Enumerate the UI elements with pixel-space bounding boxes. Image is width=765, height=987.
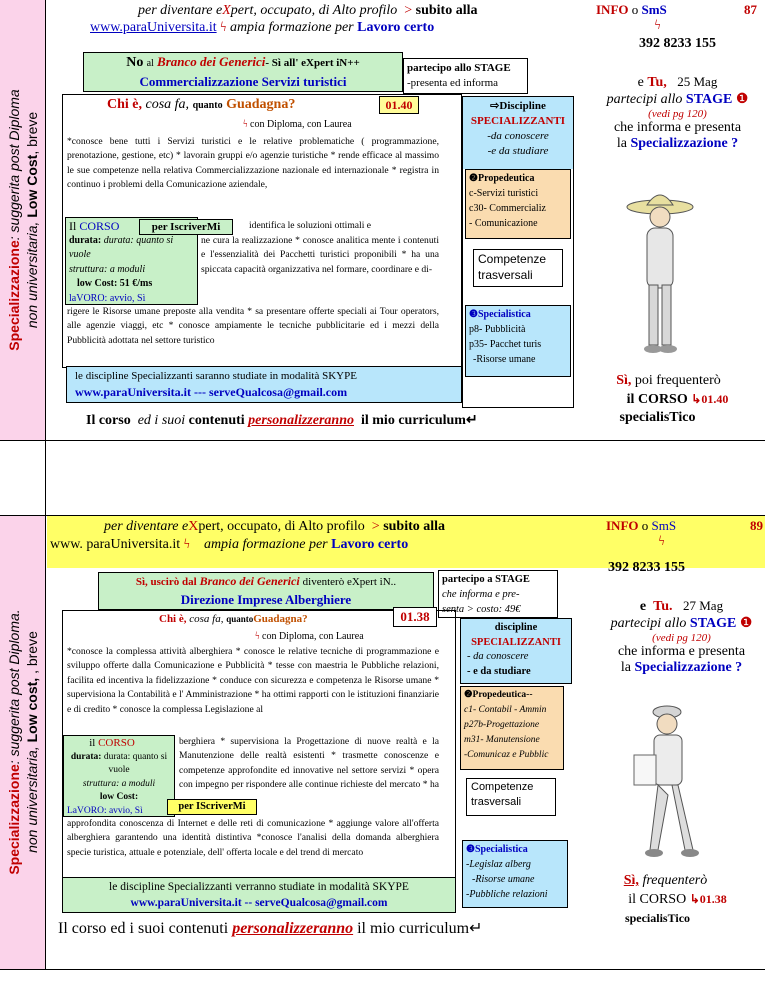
- competenze-box: Competenze trasversali: [473, 249, 563, 287]
- tu-pre: e: [639, 599, 647, 614]
- stage-label: STAGE: [689, 616, 737, 631]
- durata: durata: quanto si vuole: [103, 751, 168, 775]
- right-bottom-text: Sì, poi frequenterò il CORSO ↳01.40 specialisTico: [616, 373, 729, 425]
- title-si: - Sì all' eXpert iN++: [265, 57, 360, 69]
- chi-title: [107, 97, 295, 113]
- footer-pre: Il corso ed i suoi contenuti: [58, 920, 229, 937]
- partecipo3: senta > costo: 49€: [442, 604, 521, 615]
- spec-item: p35- Pacchet turis: [469, 339, 542, 350]
- title-box: [98, 572, 434, 610]
- header-arrow: >: [404, 3, 413, 18]
- struttura: struttura: a moduli: [82, 778, 156, 789]
- disciplines-box: [460, 618, 572, 684]
- che-informa: che informa e presenta: [617, 644, 746, 659]
- poi-frequentero: poi frequenterò: [634, 373, 721, 388]
- sidebar-gap: [0, 440, 46, 515]
- header-text: ampia formazione per: [229, 20, 354, 35]
- footer-cont: contenuti: [188, 413, 245, 428]
- disciplines-box: [463, 97, 573, 169]
- right-column: [598, 518, 765, 676]
- info-label: INFO: [596, 2, 629, 17]
- partecipo2: -presenta ed informa: [407, 77, 499, 89]
- info-label: INFO: [606, 518, 639, 533]
- card-header: [90, 2, 590, 36]
- sms-label: SmS: [651, 518, 677, 533]
- guadagna: Guadagna?: [253, 613, 308, 625]
- lavoro: laVORO: avvio, Sì: [69, 292, 146, 304]
- vedi-note: (vedi pg 120): [652, 632, 711, 644]
- body-text: identifica le soluzioni ottimali e: [249, 220, 372, 231]
- phone-number: 392 8233 155: [608, 560, 685, 575]
- corso-label: CORSO: [98, 737, 135, 749]
- man-walking-illustration: [630, 700, 705, 870]
- stage-number: ❶: [739, 616, 753, 631]
- che-informa: che informa e presenta: [613, 120, 742, 135]
- specialistica-box: [462, 840, 568, 908]
- bolt-icon: ϟ: [220, 20, 227, 35]
- partecipo-box: [403, 58, 528, 94]
- header-text: subito alla: [383, 519, 446, 534]
- iscrivermi-button[interactable]: per IScriverMi: [167, 799, 257, 815]
- la: la: [616, 136, 627, 151]
- header-text: subito alla: [415, 3, 478, 18]
- header-x: X: [222, 3, 231, 18]
- stage-number: ❶: [735, 92, 749, 107]
- sidebar-top: [0, 0, 46, 440]
- page-number: 87: [744, 2, 757, 17]
- header-url-link[interactable]: www.paraUniversita.it: [90, 20, 217, 35]
- skype-box: [62, 877, 456, 913]
- header-lavoro: Lavoro certo: [357, 20, 435, 35]
- competenze-box: Competenze trasversali: [466, 778, 556, 816]
- disc-title: discipline: [494, 622, 538, 633]
- prop-title: ❷Propedeutica: [469, 173, 535, 184]
- lavoro: LaVORO: avvio, Sì: [67, 805, 143, 816]
- sidebar-top-title: Specializzazione: [5, 240, 22, 351]
- page-number: 89: [750, 518, 763, 533]
- disc-l2: - e da studiare: [467, 665, 531, 677]
- header-arrow: >: [371, 519, 380, 534]
- cosa: cosa fa,: [145, 97, 190, 112]
- spec-title: ❸Specialistica: [469, 309, 531, 320]
- prop-item: - Comunicazione: [469, 218, 538, 229]
- specialistica-box: [465, 305, 571, 377]
- sidebar-top-line2a: non universitaria,: [23, 217, 40, 329]
- sidebar-bottom-title: Specializzazione: [5, 764, 22, 875]
- iscrivermi-button[interactable]: per IscriverMi: [139, 219, 233, 235]
- stage-label: STAGE: [685, 92, 733, 107]
- corso-label: CORSO: [79, 219, 120, 233]
- sidebar-top-line2b: , breve: [23, 111, 40, 155]
- sidebar-bottom-line2a: non universitaria,: [23, 742, 40, 853]
- corso-box: Il CORSO durata: durata: quanto si vuole struttura: a moduli low Cost: 51 €/ms laVORO: avvio, Sì: [65, 217, 198, 305]
- prop-item: c-Servizi turistici: [469, 188, 539, 199]
- prop-item: m31- Manutensione: [464, 735, 540, 745]
- chi: Chi è,: [107, 97, 142, 112]
- body-text: approfondita conoscenza di Internet e delle reti di comunicazione * aggiunge valore all'offerta alberghiera garantendo una identità distintiva *conosce l'analisi della domanda alberghiera specie turistica, attuale e potenziale, dell' offerta locale e del trend di mercato: [67, 818, 439, 858]
- title-si: Sì, uscirò dal: [135, 576, 197, 588]
- title-al: al: [146, 58, 154, 69]
- footer-pre: Il corso: [86, 413, 131, 428]
- chi: Chi è,: [159, 613, 187, 625]
- bolt-icon: ϟ: [658, 534, 665, 549]
- quanto: quanto: [192, 100, 223, 111]
- divider: [0, 440, 765, 441]
- corso-code: 01.38: [699, 892, 727, 906]
- disciplines-column: [460, 618, 572, 908]
- partecipo2: che informa e pre-: [442, 589, 520, 600]
- body-text: rigere le Risorse umane preposte alla vendita * sa presentare offerte speciali ai Tour operators, alle agenzie viaggi, etc * conosce ampiamente le tecniche pubblicitarie ed i mezzi della Pubblicità adottata nel settore turistico: [67, 306, 439, 346]
- lowcost: low Cost: 51 €/ms: [77, 278, 153, 289]
- struttura: struttura: a moduli: [69, 263, 146, 275]
- corso-box: il CORSO durata: durata: quanto si vuole struttura: a moduli low Cost: LaVORO: avvio, Sì: [63, 735, 175, 817]
- vedi-note: (vedi pg 120): [648, 108, 707, 120]
- header-text: pert, occupato, di Alto profilo: [198, 519, 365, 534]
- prop-item: c30- Commercializ: [469, 203, 546, 214]
- durata: durata: quanto si vuole: [69, 234, 174, 260]
- sidebar-bottom-text: [5, 522, 41, 962]
- corso-il: Il: [69, 219, 77, 233]
- cosa: cosa fa,: [189, 613, 224, 625]
- header-text: per diventare e: [104, 519, 189, 534]
- chi-title: [159, 613, 308, 625]
- body-text: berghiera * supervisiona la Progettazione di nuove realtà e la Manutenzione delle realtà esistenti * trasmette conoscenze e competenze approfondite ed innovative nel settore servizi * opera con impegno per rispondere alle continue richieste del mercato * ha: [179, 736, 439, 791]
- partecipo-box: [438, 570, 558, 618]
- propedeutica-box: [465, 169, 571, 239]
- info-o: o: [641, 518, 649, 533]
- corso-code: 01.40: [701, 392, 729, 406]
- title-branco: Branco dei Generici: [157, 54, 266, 69]
- footer: [58, 918, 483, 938]
- guadagna: Guadagna?: [226, 97, 296, 112]
- footer-pers: personalizzeranno: [248, 413, 354, 428]
- partecipo: partecipo a STAGE: [442, 574, 530, 585]
- disc-l1: -da conoscere: [487, 130, 549, 142]
- skype-line2: www.paraUniversita.it --- serveQualcosa@gmail.com: [75, 385, 348, 399]
- title-branco: Branco dei Generici: [199, 574, 300, 588]
- tu-pre: e: [637, 75, 644, 90]
- date: 27 Mag: [682, 598, 724, 613]
- info-o: o: [631, 2, 639, 17]
- propedeutica-box: [460, 686, 564, 770]
- poi-frequentero: frequenterò: [642, 873, 708, 888]
- la: la: [620, 660, 631, 675]
- sidebar-bottom-line2b: , breve: [23, 631, 40, 678]
- spec-item: p8- Pubblicità: [469, 324, 526, 335]
- disciplines-column: [462, 96, 574, 408]
- prop-title: ❷Propedeutica--: [464, 690, 533, 700]
- title-diverro: diventerò eXpert iN..: [302, 576, 397, 588]
- specializzazione-question: Specializzazione ?: [630, 136, 739, 151]
- card-header: [50, 518, 595, 554]
- si-label: Sì,: [623, 873, 639, 888]
- phone-number: 392 8233 155: [639, 36, 716, 51]
- course-code: 01.40: [379, 96, 419, 114]
- sidebar-bottom-subtitle: : suggerita post Diploma.: [5, 609, 22, 765]
- title-no: No: [126, 55, 144, 70]
- date: 25 Mag: [677, 74, 718, 89]
- sidebar-top-subtitle: : suggerita post Diploma: [5, 89, 22, 241]
- disc-l2: -e da studiare: [487, 145, 549, 157]
- course-code: 01.38: [393, 607, 437, 627]
- partecipi: partecipi allo: [606, 92, 683, 107]
- footer-post: il mio curriculum↵: [360, 413, 478, 428]
- sidebar-top-text: [5, 10, 41, 430]
- spec-item: -Risorse umane: [472, 874, 535, 885]
- quanto: quanto: [226, 614, 254, 624]
- prop-item: -Comunicaz e Pubblic: [464, 750, 549, 760]
- sms-label: SmS: [641, 2, 667, 17]
- spec-item: -Risorse umane: [473, 354, 536, 365]
- prop-item: p27b-Progettazione: [464, 720, 540, 730]
- disc-l1: - da conoscere: [467, 651, 529, 662]
- con-diploma-text: con Diploma, con Laurea: [250, 119, 352, 130]
- bolt-icon: ϟ: [654, 18, 661, 33]
- prop-item: c1- Contabil - Ammin: [464, 705, 547, 715]
- skype-line2: www.paraUniversita.it -- serveQualcosa@gmail.com: [130, 897, 388, 909]
- sidebar-bottom: [0, 515, 46, 969]
- body-text: *conosce bene tutti i Servizi turistici e le relative problematiche ( programmazione, prenotazione, gestione, etc) * lavorain gruppi e/o agenzie turistiche * rende efficace al massimo le sue competenze nella relativa Commercializzazione nazionale ed internazionale * registra in continuo i problemi della Comunicazione aziendale,: [67, 136, 439, 191]
- disc-spec: SPECIALIZZANTI: [471, 636, 561, 648]
- disc-title: ⇨Discipline: [490, 100, 546, 112]
- title-line2: Direzione Imprese Alberghiere: [180, 592, 352, 607]
- skype-line1: le discipline Specializzanti saranno studiate in modalità SKYPE: [75, 370, 357, 382]
- footer-ed: ed i suoi: [137, 413, 186, 428]
- right-column: [590, 2, 765, 152]
- spec-item: -Legislaz alberg: [466, 859, 531, 870]
- il-corso: il CORSO: [628, 892, 687, 907]
- lowcost: low Cost:: [99, 792, 139, 802]
- body-text: *conosce la complessa attività alberghiera * conosce le relative tecniche di programmazione e sviluppo offerte dalla Comunicazione e Pubblicità * tesse con maestria le Pubbliche relazioni, facilita ed incentiva la fidelizzazione * conduce con sicurezza e competenza le Risorse umane * supervisiona la Contabilità e l' Amministrazione * ha ottimi rapporti con le istituzioni finanziarie e di credito * conosce la complessa Legislazione al: [67, 646, 439, 715]
- si-label: Sì,: [616, 373, 632, 388]
- footer: [86, 412, 478, 429]
- con-diploma: ϟ con Diploma, con Laurea: [243, 119, 352, 130]
- divider: [0, 969, 765, 970]
- partecipo: partecipo allo STAGE: [407, 62, 511, 74]
- tu-label: Tu,: [647, 75, 667, 90]
- footer-post: il mio curriculum↵: [357, 920, 483, 937]
- con-diploma: ϟ con Diploma, con Laurea: [255, 631, 364, 642]
- description-box: [62, 94, 462, 368]
- bolt-icon: ϟ: [183, 537, 190, 552]
- spec-title: ❸Specialistica: [466, 844, 528, 855]
- partecipi: partecipi allo: [610, 616, 687, 631]
- sidebar-top-low: Low Cost: [23, 154, 40, 218]
- body-text: ne cura la realizzazione * conosce analitica mente i contenuti e l'essenzialità dei Pacchetti turistici proponibili * ha una spiccata capacità organizzativa nel formare, coordinare e di-: [201, 235, 439, 275]
- title-line2: Commercializzazione Servizi turistici: [139, 74, 347, 89]
- title-box: [83, 52, 403, 92]
- header-lavoro: Lavoro certo: [331, 537, 409, 552]
- footer-pers: personalizzeranno: [232, 920, 354, 937]
- specializzazione-question: Specializzazione ?: [634, 660, 743, 675]
- header-x: X: [188, 519, 199, 534]
- header-text: ampia formazione per: [203, 537, 328, 552]
- header-text: pert, occupato, di Alto profilo: [230, 3, 398, 18]
- tu-label: Tu.: [653, 599, 673, 614]
- header-url-link[interactable]: www. paraUniversita.it: [50, 537, 181, 552]
- sidebar-bottom-low: Low cost,: [23, 677, 40, 743]
- man-with-sombrero-illustration: [625, 185, 695, 365]
- header-text: per diventare e: [138, 3, 223, 18]
- specialistico: specialisTico: [624, 911, 691, 925]
- corso-il: il: [89, 737, 96, 749]
- right-bottom-text: Sì, frequenterò il CORSO ↳01.38 specialisTico: [623, 873, 727, 925]
- skype-line1: le discipline Specializzanti verranno studiate in modalità SKYPE: [109, 881, 409, 893]
- description-box: [62, 610, 456, 878]
- skype-box: [66, 366, 462, 403]
- il-corso: il CORSO: [626, 392, 688, 407]
- con-diploma-text: con Diploma, con Laurea: [262, 631, 364, 642]
- disc-spec: SPECIALIZZANTI: [470, 115, 566, 127]
- spec-item: -Pubbliche relazioni: [466, 889, 548, 900]
- specialistico: specialisTico: [619, 410, 696, 425]
